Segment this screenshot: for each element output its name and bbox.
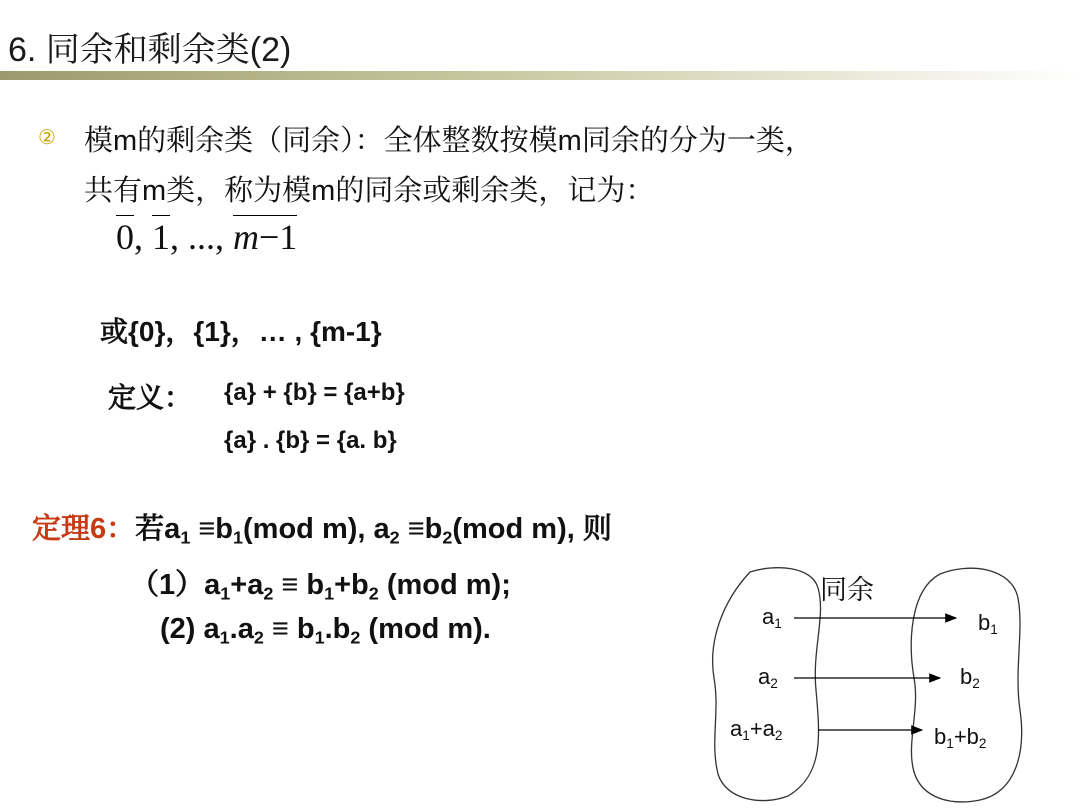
- sub: 1: [180, 527, 191, 548]
- item-number: (2): [160, 613, 204, 645]
- theorem-label: 定理6: [32, 513, 107, 545]
- left-item-a2: [758, 664, 778, 690]
- theorem-if: 若: [135, 513, 165, 545]
- class-m-minus-one: [233, 215, 297, 257]
- formula-comma: ,: [134, 217, 143, 257]
- sub: 2: [389, 527, 400, 548]
- sub: 2: [253, 627, 264, 648]
- theorem-a2: a: [373, 513, 390, 545]
- letter: a: [758, 664, 771, 689]
- diagram-label: 同余: [820, 575, 874, 605]
- congruent: ≡: [399, 513, 425, 545]
- sub: 1: [990, 622, 998, 638]
- alt-notation: 或{0}，{1}，… , {m-1}: [100, 316, 382, 347]
- theorem-item-1: [130, 562, 511, 603]
- sub: 1: [324, 583, 335, 604]
- letter: b: [934, 724, 947, 749]
- term: a: [203, 613, 220, 645]
- letter: a: [730, 716, 743, 741]
- mod-clause: (mod m),: [452, 513, 583, 545]
- theorem-b1: b: [215, 513, 234, 545]
- letter: b: [978, 610, 991, 635]
- mod-clause: (mod m),: [243, 513, 374, 545]
- theorem-b2: b: [424, 513, 443, 545]
- letter: +a: [749, 716, 775, 741]
- term: +b: [334, 569, 369, 601]
- left-item-sum: [730, 716, 783, 742]
- sub: 1: [220, 583, 231, 604]
- theorem-a1: a: [164, 513, 181, 545]
- sub: 1: [314, 627, 325, 648]
- term: .a: [229, 613, 254, 645]
- term: a: [204, 569, 221, 601]
- title-underline: [0, 71, 1080, 80]
- sub: 2: [774, 728, 783, 744]
- term: ≡ b: [263, 613, 315, 645]
- sub: 1: [219, 627, 230, 648]
- sub: 2: [442, 527, 453, 548]
- sub: 2: [978, 736, 987, 752]
- sub: 2: [368, 583, 379, 604]
- mod-clause: (mod m).: [360, 613, 491, 645]
- definition-multiplication: {a} . {b} = {a. b}: [224, 427, 397, 454]
- class-zero: 0: [116, 217, 134, 257]
- congruent: ≡: [190, 513, 216, 545]
- letter: +b: [953, 724, 979, 749]
- left-item-a1: [762, 604, 782, 630]
- right-item-sum: [934, 724, 987, 750]
- right-item-b1: [978, 610, 998, 636]
- bullet-line-1: 模m的剩余类（同余）：全体整数按模m同余的分为一类，: [84, 125, 814, 157]
- theorem-colon: ：: [106, 513, 136, 545]
- residue-class-formula: [116, 216, 297, 276]
- term: +a: [230, 569, 264, 601]
- slide-title: 6. 同余和剩余类(2): [8, 31, 292, 69]
- sub: 2: [770, 676, 778, 692]
- definition-addition: {a} + {b} = {a+b}: [224, 379, 405, 406]
- letter: b: [960, 664, 973, 689]
- theorem-item-2: [160, 613, 491, 646]
- sub: 1: [233, 527, 244, 548]
- bullet-marker: ②: [38, 127, 56, 149]
- sub: 2: [350, 627, 361, 648]
- sub: 1: [774, 616, 782, 632]
- minus-one: −1: [259, 217, 298, 257]
- letter: a: [762, 604, 775, 629]
- class-one: 1: [152, 217, 170, 257]
- item-number: （1）: [130, 569, 205, 601]
- sub: 1: [742, 728, 750, 744]
- formula-ellipsis: , ...,: [170, 217, 233, 257]
- sub: 1: [946, 736, 954, 752]
- mod-clause: (mod m);: [378, 569, 511, 601]
- variable-m: m: [233, 217, 259, 257]
- theorem-then: 则: [582, 513, 612, 545]
- bullet-line-2: 共有m类，称为模m的同余或剩余类，记为：: [84, 175, 655, 207]
- term: ≡ b: [273, 569, 325, 601]
- sub: 2: [972, 676, 980, 692]
- definition-label: 定义：: [108, 382, 193, 413]
- congruence-mapping-diagram: [700, 560, 1040, 805]
- term: .b: [324, 613, 351, 645]
- theorem-6: [32, 506, 612, 547]
- sub: 2: [263, 583, 274, 604]
- right-item-b2: [960, 664, 980, 690]
